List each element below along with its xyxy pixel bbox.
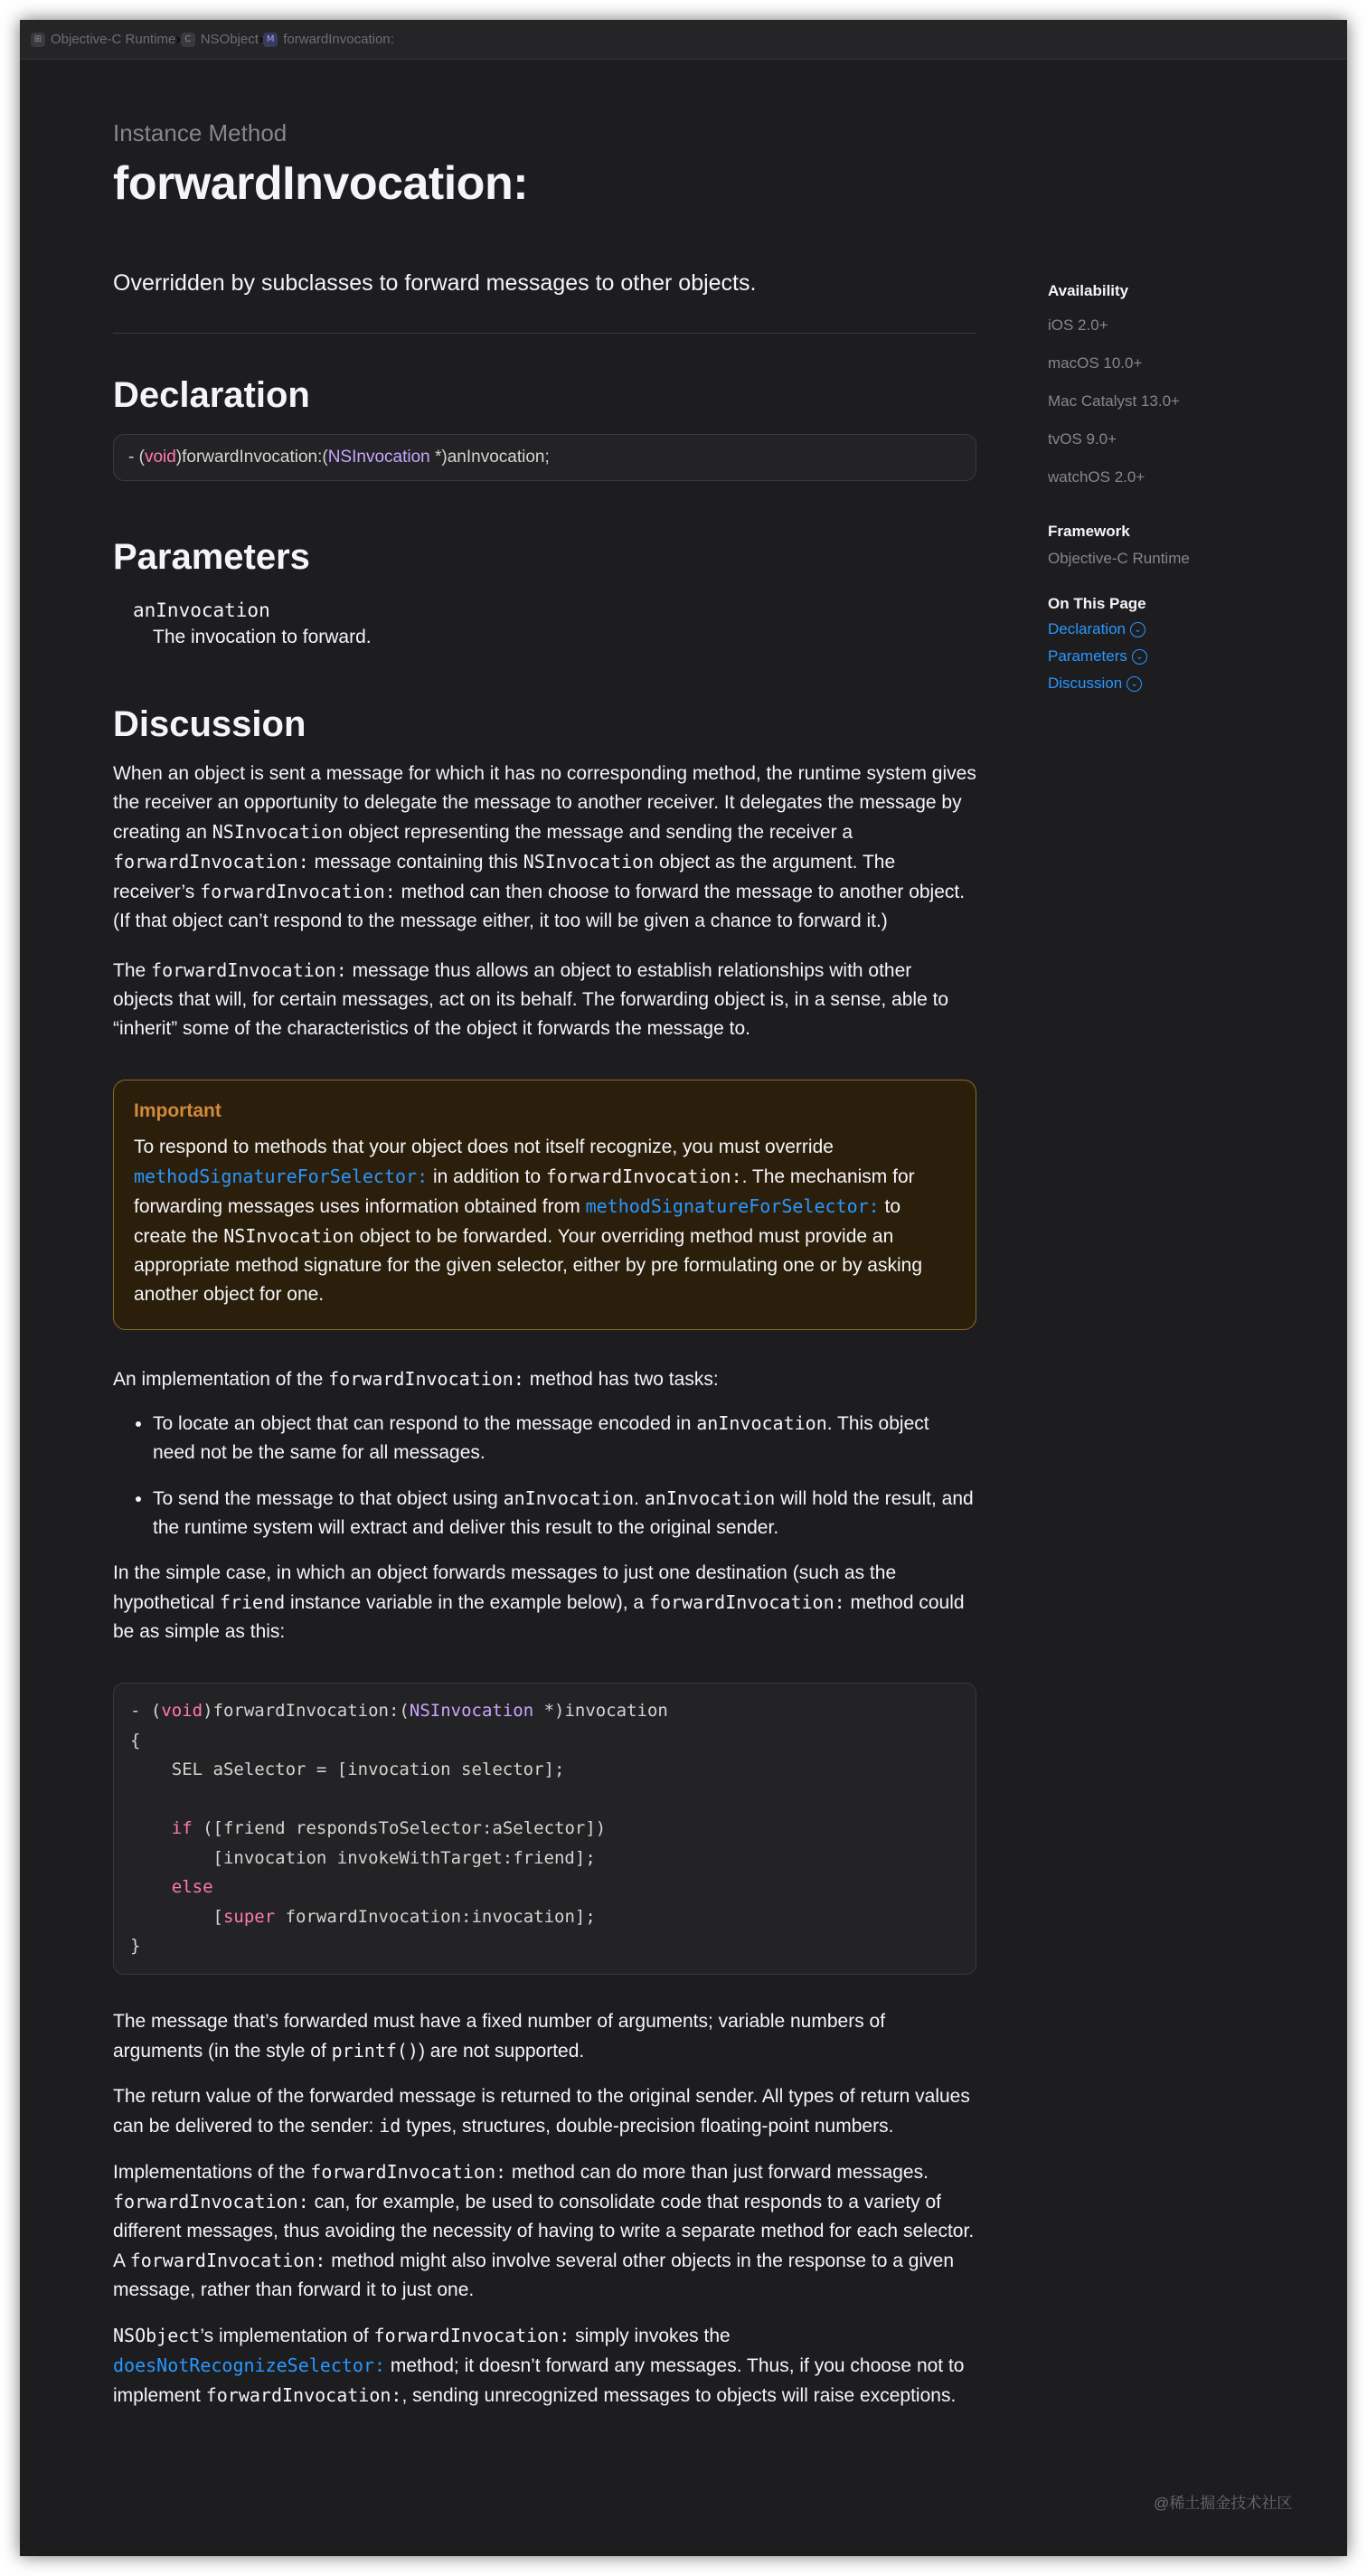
code-listing: - (void)forwardInvocation:(NSInvocation *)invocation { SEL aSelector = [invocation selector]; if ([friend respondsToSelector:aSelector]) [invocation invokeWithTarget:friend]; else [super forwardInvocation:invocation]; }: [113, 1683, 976, 1975]
callout-title: Important: [134, 1100, 222, 1121]
breadcrumb-item-nsobject[interactable]: [181, 32, 259, 47]
discussion-paragraph: NSObject’s implementation of forwardInvocation: simply invokes the doesNotRecognizeSelector: method; it doesn’t forward any messages. Thus, if you choose not to implement forwardInvocation:, sending unrecognized messages to objects will raise exceptions.: [113, 2324, 965, 2406]
method-signature-link[interactable]: methodSignatureForSelector:: [134, 1165, 429, 1187]
discussion-paragraph: The message that’s forwarded must have a fixed number of arguments; variable numbers of arguments (in the style of printf()) are not supported.: [113, 2010, 886, 2062]
chevron-down-icon: ⌄: [1132, 649, 1147, 665]
breadcrumb-label: forwardInvocation:: [283, 32, 394, 47]
chevron-down-icon: ⌄: [1130, 622, 1145, 637]
declaration-heading: Declaration: [113, 375, 310, 415]
chevron-right-icon: ›: [258, 31, 264, 47]
breadcrumb-label: NSObject: [200, 32, 259, 47]
class-icon: C: [181, 33, 195, 47]
watermark: @稀土掘金技术社区: [1154, 2495, 1293, 2512]
discussion-heading: Discussion: [113, 704, 306, 744]
page-title: forwardInvocation:: [113, 157, 529, 210]
parameters-heading: Parameters: [113, 537, 310, 577]
availability-heading: Availability: [1048, 282, 1129, 299]
nav-link-discussion[interactable]: Discussion ⌄: [1048, 675, 1319, 693]
chevron-down-icon: ⌄: [1127, 676, 1142, 692]
discussion-paragraph: An implementation of the forwardInvocation: method has two tasks:: [113, 1368, 719, 1390]
code-text: - (: [128, 448, 145, 467]
platform-tvos: tvOS 9.0+: [1048, 430, 1117, 448]
abstract: Overridden by subclasses to forward messages to other objects.: [113, 270, 757, 296]
param-name: anInvocation: [133, 599, 270, 621]
nav-link-declaration[interactable]: Declaration ⌄: [1048, 620, 1319, 638]
doc-window: [20, 20, 1347, 2556]
list-item: • To locate an object that can respond to the message encoded in anInvocation. This object need not be the same for all messages.: [153, 1409, 976, 1467]
platform-mac-catalyst: Mac Catalyst 13.0+: [1048, 392, 1180, 410]
platform-macos: macOS 10.0+: [1048, 354, 1143, 372]
code-text: *)anInvocation;: [429, 448, 550, 467]
framework-heading: Framework: [1048, 523, 1130, 540]
discussion-paragraph: In the simple case, in which an object forwards messages to just one destination (such as the hypothetical friend instance variable in the example below), a forwardInvocation: method could be as simple as this:: [113, 1562, 965, 1642]
breadcrumb-item-method[interactable]: [263, 32, 394, 47]
symbol-kind: Instance Method: [113, 119, 288, 146]
callout-text: To respond to methods that your object does not itself recognize, you must override methodSignatureForSelector: in addition to forwardInvocation:. The mechanism for forwarding messages uses information obtained from methodSignatureForSelector: to create the NSInvocation object to be forwarded. Your overriding method must provide an appropriate method signature for the given selector, either by pre formulating one or by asking another object for one.: [134, 1137, 923, 1305]
method-icon: M: [263, 33, 278, 47]
does-not-recognize-selector-link[interactable]: doesNotRecognizeSelector:: [113, 2354, 386, 2376]
sidebar: [1048, 282, 1319, 693]
framework-name: Objective-C Runtime: [1048, 550, 1190, 567]
list-item: • To send the message to that object using anInvocation. anInvocation will hold the result, and the runtime system will extract and deliver this result to the original sender.: [153, 1484, 976, 1543]
breadcrumb-label: Objective-C Runtime: [51, 32, 176, 47]
main-content: [113, 87, 976, 2411]
discussion-paragraph: The forwardInvocation: message thus allows an object to establish relationships with other objects that will, for certain messages, act on its behalf. The forwarding object is, in a sense, able to “inherit” some of the characteristics of the object it forwards the message to.: [113, 959, 949, 1039]
discussion-paragraph: When an object is sent a message for which it has no corresponding method, the runtime system gives the receiver an opportunity to delegate the message to another receiver. It delegates the message by creating an NSInvocation object representing the message and sending the receiver a forwardInvocation: message containing this NSInvocation object as the argument. The receiver’s forwardInvocation: method can then choose to forward the message to another object. (If that object can’t respond to the message either, it too will be given a chance to forward it.): [113, 763, 976, 931]
code-type-link[interactable]: NSInvocation: [327, 448, 430, 467]
nav-link-parameters[interactable]: Parameters ⌄: [1048, 647, 1319, 665]
discussion-paragraph: The return value of the forwarded message is returned to the original sender. All types of return values can be delivered to the sender: id types, structures, double-precision floating-point numbers.: [113, 2085, 970, 2137]
method-signature-link[interactable]: methodSignatureForSelector:: [585, 1195, 880, 1217]
chevron-right-icon: ›: [175, 31, 181, 47]
discussion-paragraph: Implementations of the forwardInvocation: method can do more than just forward messages. forwardInvocation: can, for example, be used to consolidate code that responds to a variety of different messages, thus avoiding the necessity of having to write a separate method for each selector. A forwardInvocation: method might also involve several other objects in the response to a given message, rather than forward it to just one.: [113, 2160, 975, 2300]
important-callout: [113, 1080, 976, 1330]
code-keyword: void: [144, 448, 176, 467]
code-text: )forwardInvocation:(: [175, 448, 328, 467]
breadcrumb-item-runtime[interactable]: [31, 32, 175, 47]
platform-ios: iOS 2.0+: [1048, 316, 1108, 334]
on-this-page-heading: On This Page: [1048, 595, 1146, 612]
grid-icon: ⊞: [31, 33, 45, 47]
divider: [113, 333, 976, 334]
platform-watchos: watchOS 2.0+: [1048, 468, 1145, 486]
breadcrumb: [20, 20, 1347, 60]
declaration-code: [113, 434, 976, 481]
task-list: [113, 1409, 976, 1543]
param-description: The invocation to forward.: [153, 627, 372, 647]
